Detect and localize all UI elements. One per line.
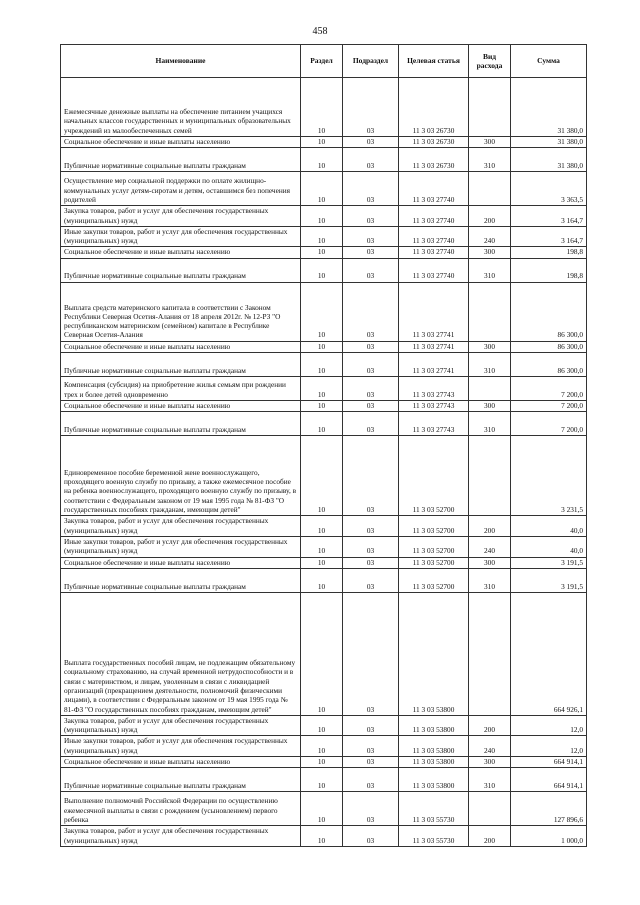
- table-row: [61, 258, 587, 282]
- row-celevaya: 11 3 03 27740: [399, 247, 469, 258]
- row-summa: 198,8: [511, 247, 587, 258]
- row-podrazdel: 03: [343, 792, 399, 826]
- table-row: [61, 341, 587, 352]
- row-podrazdel: 03: [343, 206, 399, 227]
- row-podrazdel: 03: [343, 377, 399, 401]
- row-celevaya: 11 3 03 52700: [399, 436, 469, 516]
- row-vid: 240: [469, 736, 511, 757]
- row-summa: 7 200,0: [511, 401, 587, 412]
- row-name: Социальное обеспечение и иные выплаты населению: [61, 247, 301, 258]
- row-podrazdel: 03: [343, 768, 399, 792]
- row-summa: 31 380,0: [511, 148, 587, 172]
- row-razdel: 10: [301, 768, 343, 792]
- header-vid: Вид расхода: [469, 45, 511, 78]
- row-summa: 86 300,0: [511, 353, 587, 377]
- header-name: Наименование: [61, 45, 301, 78]
- row-razdel: 10: [301, 516, 343, 537]
- row-podrazdel: 03: [343, 78, 399, 137]
- row-summa: 127 896,6: [511, 792, 587, 826]
- row-name: Выполнение полномочий Российской Федерации по осуществлению ежемесячной выплаты в связи с рождением (усыновлением) первого ребенка: [61, 792, 301, 826]
- row-podrazdel: 03: [343, 172, 399, 206]
- table-row: [61, 768, 587, 792]
- row-celevaya: 11 3 03 26730: [399, 148, 469, 172]
- row-razdel: 10: [301, 172, 343, 206]
- row-vid: 310: [469, 412, 511, 436]
- row-celevaya: 11 3 03 27740: [399, 206, 469, 227]
- table-row: [61, 412, 587, 436]
- row-vid: [469, 172, 511, 206]
- row-razdel: 10: [301, 258, 343, 282]
- table-row: [61, 377, 587, 401]
- row-name: Ежемесячные денежные выплаты на обеспечение питанием учащихся начальных классов государственных и муниципальных образовательных учреждений из малообеспеченных семей: [61, 78, 301, 137]
- row-podrazdel: 03: [343, 282, 399, 341]
- row-vid: 310: [469, 353, 511, 377]
- row-razdel: 10: [301, 137, 343, 148]
- table-row: [61, 536, 587, 557]
- table-row: [61, 557, 587, 568]
- row-celevaya: 11 3 03 53800: [399, 715, 469, 736]
- row-podrazdel: 03: [343, 401, 399, 412]
- row-summa: 86 300,0: [511, 282, 587, 341]
- row-vid: [469, 377, 511, 401]
- row-vid: 200: [469, 826, 511, 847]
- table-body: [61, 78, 587, 847]
- table-row: [61, 226, 587, 247]
- row-summa: 7 200,0: [511, 377, 587, 401]
- row-celevaya: 11 3 03 55730: [399, 826, 469, 847]
- row-celevaya: 11 3 03 27741: [399, 282, 469, 341]
- row-name: Социальное обеспечение и иные выплаты населению: [61, 557, 301, 568]
- row-summa: 3 191,5: [511, 568, 587, 592]
- row-razdel: 10: [301, 412, 343, 436]
- row-summa: 1 000,0: [511, 826, 587, 847]
- row-podrazdel: 03: [343, 353, 399, 377]
- table-row: [61, 516, 587, 537]
- row-razdel: 10: [301, 226, 343, 247]
- table-row: [61, 736, 587, 757]
- row-name: Закупка товаров, работ и услуг для обеспечения государственных (муниципальных) нужд: [61, 206, 301, 227]
- table-header-row: [61, 45, 587, 78]
- row-name: Иные закупки товаров, работ и услуг для обеспечения государственных (муниципальных) нужд: [61, 226, 301, 247]
- row-vid: [469, 592, 511, 715]
- row-podrazdel: 03: [343, 557, 399, 568]
- row-podrazdel: 03: [343, 736, 399, 757]
- row-name: Закупка товаров, работ и услуг для обеспечения государственных (муниципальных) нужд: [61, 826, 301, 847]
- row-podrazdel: 03: [343, 436, 399, 516]
- table-row: [61, 792, 587, 826]
- row-podrazdel: 03: [343, 247, 399, 258]
- row-podrazdel: 03: [343, 568, 399, 592]
- row-vid: [469, 282, 511, 341]
- row-razdel: 10: [301, 826, 343, 847]
- row-name: Социальное обеспечение и иные выплаты населению: [61, 401, 301, 412]
- row-name: Публичные нормативные социальные выплаты гражданам: [61, 412, 301, 436]
- row-name: Публичные нормативные социальные выплаты гражданам: [61, 768, 301, 792]
- table-row: [61, 401, 587, 412]
- header-razdel: Раздел: [301, 45, 343, 78]
- row-celevaya: 11 3 03 52700: [399, 557, 469, 568]
- row-vid: 300: [469, 401, 511, 412]
- row-razdel: 10: [301, 715, 343, 736]
- row-razdel: 10: [301, 592, 343, 715]
- row-vid: 300: [469, 137, 511, 148]
- row-podrazdel: 03: [343, 148, 399, 172]
- row-podrazdel: 03: [343, 137, 399, 148]
- row-name: Публичные нормативные социальные выплаты гражданам: [61, 258, 301, 282]
- row-razdel: 10: [301, 78, 343, 137]
- row-summa: 31 380,0: [511, 137, 587, 148]
- row-vid: [469, 792, 511, 826]
- row-celevaya: 11 3 03 27743: [399, 401, 469, 412]
- table-row: [61, 172, 587, 206]
- row-vid: 200: [469, 715, 511, 736]
- row-name: Закупка товаров, работ и услуг для обеспечения государственных (муниципальных) нужд: [61, 715, 301, 736]
- row-summa: 31 380,0: [511, 78, 587, 137]
- row-name: Социальное обеспечение и иные выплаты населению: [61, 137, 301, 148]
- budget-table: [60, 44, 587, 847]
- table-row: [61, 247, 587, 258]
- table-row: [61, 592, 587, 715]
- table-row: [61, 78, 587, 137]
- row-razdel: 10: [301, 282, 343, 341]
- header-summa: Сумма: [511, 45, 587, 78]
- row-vid: 240: [469, 226, 511, 247]
- row-razdel: 10: [301, 353, 343, 377]
- row-summa: 40,0: [511, 516, 587, 537]
- row-podrazdel: 03: [343, 516, 399, 537]
- row-summa: 40,0: [511, 536, 587, 557]
- row-podrazdel: 03: [343, 412, 399, 436]
- row-celevaya: 11 3 03 53800: [399, 768, 469, 792]
- row-razdel: 10: [301, 757, 343, 768]
- row-summa: 3 164,7: [511, 226, 587, 247]
- row-podrazdel: 03: [343, 258, 399, 282]
- row-celevaya: 11 3 03 53800: [399, 592, 469, 715]
- row-razdel: 10: [301, 377, 343, 401]
- row-razdel: 10: [301, 736, 343, 757]
- row-podrazdel: 03: [343, 226, 399, 247]
- table-row: [61, 826, 587, 847]
- row-podrazdel: 03: [343, 536, 399, 557]
- table-row: [61, 757, 587, 768]
- table-row: [61, 715, 587, 736]
- row-summa: 7 200,0: [511, 412, 587, 436]
- row-celevaya: 11 3 03 27740: [399, 258, 469, 282]
- row-razdel: 10: [301, 148, 343, 172]
- row-vid: 310: [469, 258, 511, 282]
- row-summa: 12,0: [511, 715, 587, 736]
- row-name: Компенсация (субсидия) на приобретение жилья семьям при рождении трех и более детей одновременно: [61, 377, 301, 401]
- row-podrazdel: 03: [343, 592, 399, 715]
- row-celevaya: 11 3 03 52700: [399, 536, 469, 557]
- row-name: Осуществление мер социальной поддержки по оплате жилищно-коммунальных услуг детям-сиротам и детям, оставшимся без попечения родителей: [61, 172, 301, 206]
- row-name: Единовременное пособие беременной жене военнослужащего, проходящего военную службу по призыву, а также ежемесячное пособие на ребенка военнослужащего, проходящего военную службу по призыву, в соответствии с Федеральным законом от 19 мая 1995 года № 81-ФЗ "О государственных пособиях гражданам, имеющим детей": [61, 436, 301, 516]
- row-summa: 12,0: [511, 736, 587, 757]
- row-summa: 3 231,5: [511, 436, 587, 516]
- row-celevaya: 11 3 03 27741: [399, 341, 469, 352]
- row-celevaya: 11 3 03 27743: [399, 412, 469, 436]
- row-razdel: 10: [301, 436, 343, 516]
- row-summa: 664 914,1: [511, 757, 587, 768]
- row-celevaya: 11 3 03 27743: [399, 377, 469, 401]
- row-summa: 3 191,5: [511, 557, 587, 568]
- row-razdel: 10: [301, 792, 343, 826]
- row-summa: 86 300,0: [511, 341, 587, 352]
- row-vid: 300: [469, 557, 511, 568]
- row-razdel: 10: [301, 557, 343, 568]
- row-podrazdel: 03: [343, 341, 399, 352]
- row-razdel: 10: [301, 536, 343, 557]
- row-vid: 240: [469, 536, 511, 557]
- row-vid: [469, 436, 511, 516]
- row-podrazdel: 03: [343, 826, 399, 847]
- row-vid: 310: [469, 768, 511, 792]
- row-celevaya: 11 3 03 52700: [399, 568, 469, 592]
- row-name: Иные закупки товаров, работ и услуг для обеспечения государственных (муниципальных) нужд: [61, 736, 301, 757]
- row-razdel: 10: [301, 401, 343, 412]
- row-name: Публичные нормативные социальные выплаты гражданам: [61, 353, 301, 377]
- row-name: Публичные нормативные социальные выплаты гражданам: [61, 568, 301, 592]
- row-celevaya: 11 3 03 27740: [399, 172, 469, 206]
- row-celevaya: 11 3 03 27740: [399, 226, 469, 247]
- row-summa: 664 926,1: [511, 592, 587, 715]
- table-row: [61, 436, 587, 516]
- row-summa: 198,8: [511, 258, 587, 282]
- row-vid: 310: [469, 148, 511, 172]
- table-row: [61, 353, 587, 377]
- header-podrazdel: Подраздел: [343, 45, 399, 78]
- row-vid: 200: [469, 206, 511, 227]
- row-vid: 300: [469, 247, 511, 258]
- table-row: [61, 137, 587, 148]
- table-row: [61, 282, 587, 341]
- row-celevaya: 11 3 03 52700: [399, 516, 469, 537]
- row-celevaya: 11 3 03 55730: [399, 792, 469, 826]
- row-celevaya: 11 3 03 27741: [399, 353, 469, 377]
- row-name: Публичные нормативные социальные выплаты гражданам: [61, 148, 301, 172]
- header-celevaya: Целевая статья: [399, 45, 469, 78]
- row-celevaya: 11 3 03 53800: [399, 757, 469, 768]
- row-vid: 200: [469, 516, 511, 537]
- row-name: Социальное обеспечение и иные выплаты населению: [61, 757, 301, 768]
- row-razdel: 10: [301, 568, 343, 592]
- row-podrazdel: 03: [343, 757, 399, 768]
- row-celevaya: 11 3 03 26730: [399, 137, 469, 148]
- row-razdel: 10: [301, 341, 343, 352]
- table-row: [61, 206, 587, 227]
- row-razdel: 10: [301, 206, 343, 227]
- row-vid: 310: [469, 568, 511, 592]
- table-row: [61, 148, 587, 172]
- row-name: Выплата средств материнского капитала в соответствии с Законом Республики Северная Осетия-Алания от 18 апреля 2012г. № 12-РЗ "О республиканском материнском (семейном) капитале в Республике Северная Осетия-Алания: [61, 282, 301, 341]
- row-razdel: 10: [301, 247, 343, 258]
- row-name: Закупка товаров, работ и услуг для обеспечения государственных (муниципальных) нужд: [61, 516, 301, 537]
- row-podrazdel: 03: [343, 715, 399, 736]
- row-name: Выплата государственных пособий лицам, не подлежащим обязательному социальному страхованию, на случай временной нетрудоспособности и в связи с материнством, и лицам, уволенным в связи с ликвидацией организаций (прекращением деятельности, полномочий физическими лицами), в соответствии с Федеральным законом от 19 мая 1995 года № 81-ФЗ "О государственных пособиях гражданам, имеющим детей": [61, 592, 301, 715]
- row-summa: 3 164,7: [511, 206, 587, 227]
- page-number: 458: [312, 26, 328, 37]
- row-celevaya: 11 3 03 26730: [399, 78, 469, 137]
- row-name: Социальное обеспечение и иные выплаты населению: [61, 341, 301, 352]
- row-name: Иные закупки товаров, работ и услуг для обеспечения государственных (муниципальных) нужд: [61, 536, 301, 557]
- row-vid: 300: [469, 341, 511, 352]
- table-row: [61, 568, 587, 592]
- row-summa: 3 363,5: [511, 172, 587, 206]
- row-summa: 664 914,1: [511, 768, 587, 792]
- row-vid: 300: [469, 757, 511, 768]
- row-vid: [469, 78, 511, 137]
- row-celevaya: 11 3 03 53800: [399, 736, 469, 757]
